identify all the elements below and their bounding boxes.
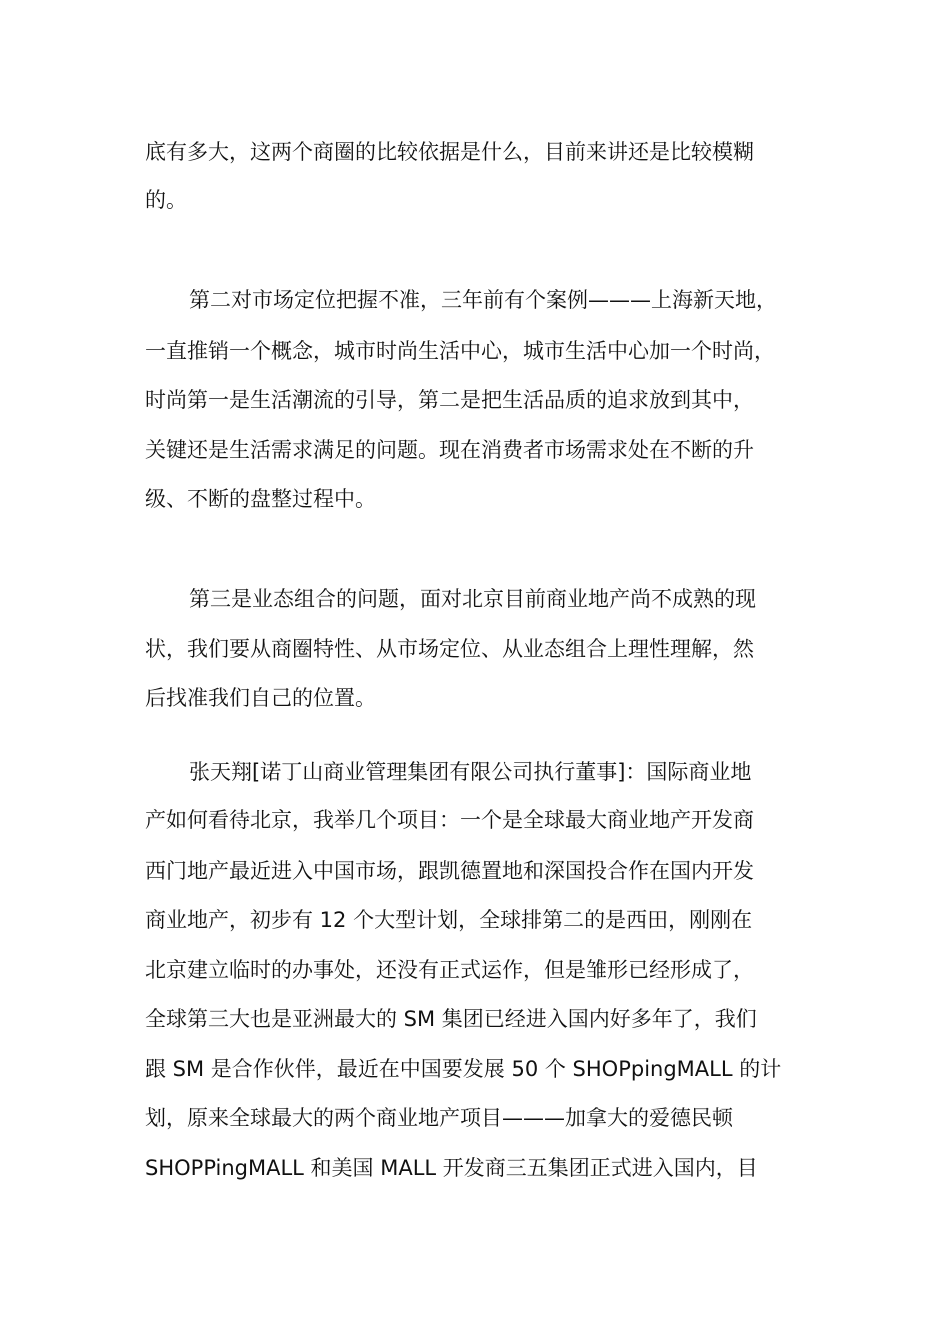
text-line: 跟 SM 是合作伙伴，最近在中国要发展 50 个 SHOPpingMALL 的计: [145, 1057, 782, 1081]
text-line: 关键还是生活需求满足的问题。现在消费者市场需求处在不断的升: [145, 438, 754, 462]
text-line: 商业地产，初步有 12 个大型计划，全球排第二的是西田，刚刚在: [145, 908, 753, 932]
text-line: 全球第三大也是亚洲最大的 SM 集团已经进入国内好多年了，我们: [145, 1007, 757, 1031]
text-line: 张天翔[诺丁山商业管理集团有限公司执行董事]：国际商业地: [189, 760, 752, 784]
text-line: 西门地产最近进入中国市场，跟凯德置地和深国投合作在国内开发: [145, 859, 754, 883]
text-line: 后找准我们自己的位置。: [145, 686, 376, 710]
text-line: SHOPPingMALL 和美国 MALL 开发商三五集团正式进入国内，目: [145, 1156, 758, 1180]
text-line: 一直推销一个概念，城市时尚生活中心，城市生活中心加一个时尚，: [145, 339, 775, 363]
text-line: 划，原来全球最大的两个商业地产项目———加拿大的爱德民顿: [145, 1106, 733, 1130]
text-line: 底有多大，这两个商圈的比较依据是什么，目前来讲还是比较模糊: [145, 140, 754, 164]
text-line: 时尚第一是生活潮流的引导，第二是把生活品质的追求放到其中，: [145, 388, 754, 412]
text-line: 第三是业态组合的问题，面对北京目前商业地产尚不成熟的现: [189, 587, 756, 611]
text-line: 的。: [145, 188, 187, 212]
text-line: 北京建立临时的办事处，还没有正式运作，但是雏形已经形成了，: [145, 958, 754, 982]
text-line: 第二对市场定位把握不准，三年前有个案例———上海新天地，: [189, 288, 777, 312]
text-line: 状，我们要从商圈特性、从市场定位、从业态组合上理性理解，然: [145, 637, 754, 661]
text-line: 级、不断的盘整过程中。: [145, 487, 376, 511]
text-line: 产如何看待北京，我举几个项目：一个是全球最大商业地产开发商: [145, 808, 754, 832]
